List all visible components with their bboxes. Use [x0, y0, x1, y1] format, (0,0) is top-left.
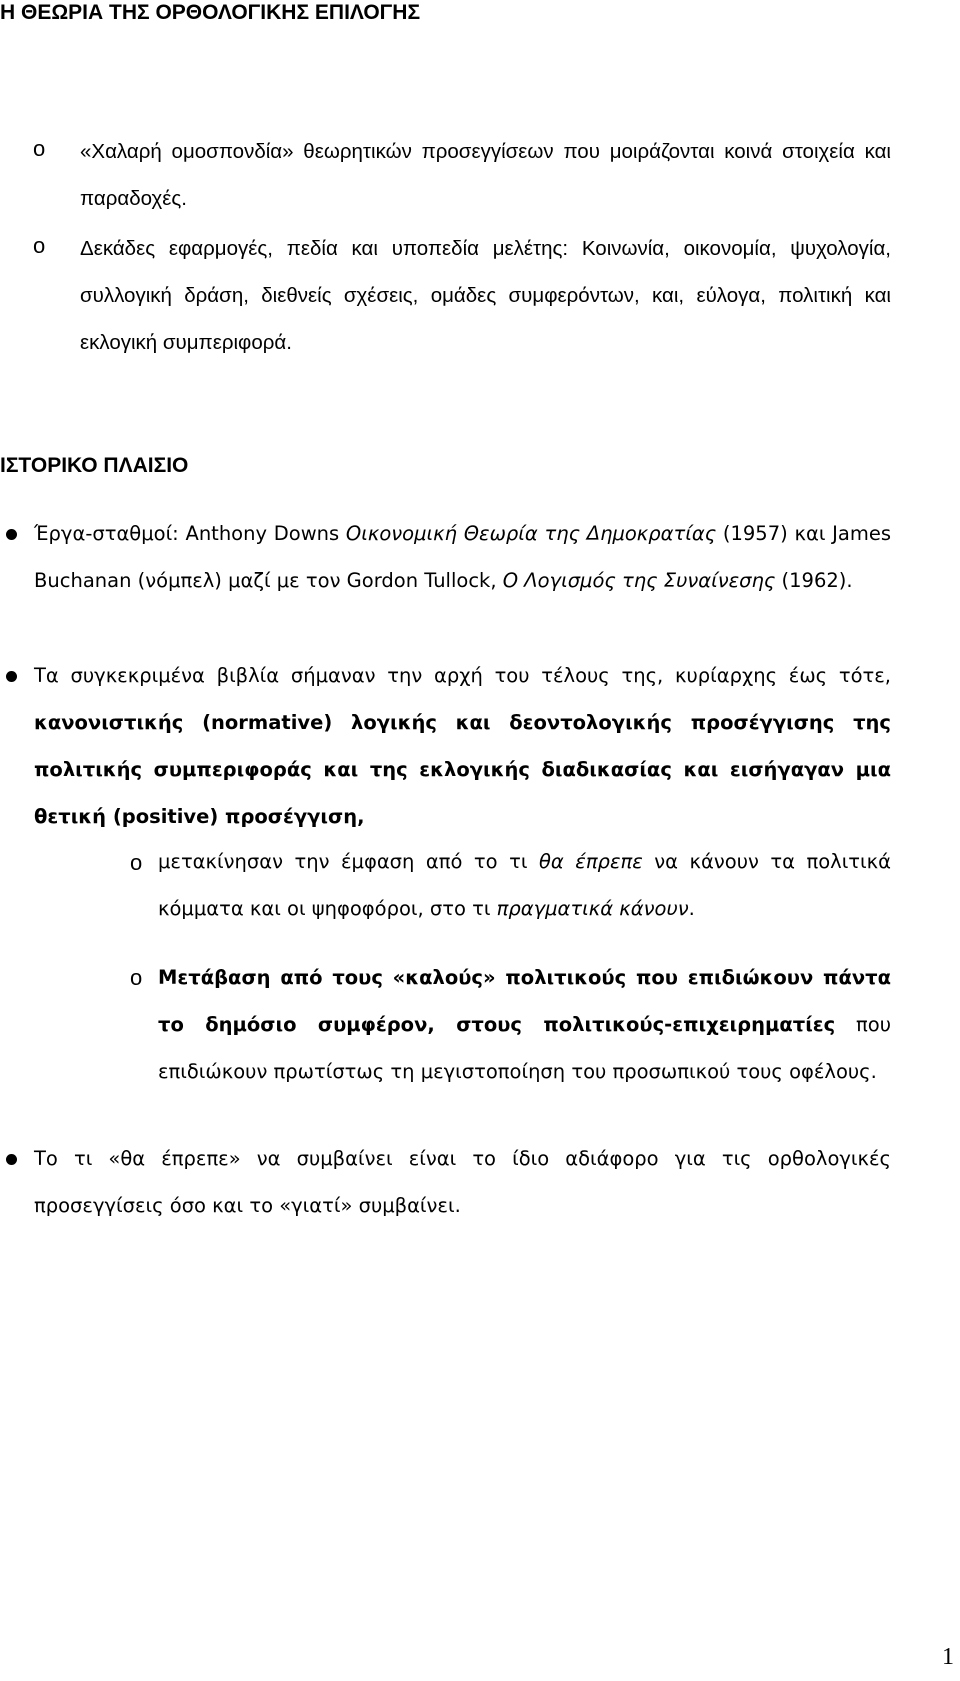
section-heading: ΙΣΤΟΡΙΚΟ ΠΛΑΙΣΙΟ	[0, 454, 189, 477]
page-number: 1	[942, 1644, 954, 1670]
circle-bullet-icon: o	[33, 136, 46, 161]
circle-bullet-icon: o	[130, 850, 143, 875]
text-run: (1957) και James Buchanan (νόμπελ) μαζί με τον Gordon Tullock,	[34, 522, 891, 592]
italic-run: θα έπρεπε	[538, 850, 643, 873]
document-title: Η ΘΕΩΡΙΑ ΤΗΣ ΟΡΘΟΛΟΓΙΚΗΣ ΕΠΙΛΟΓΗΣ	[0, 1, 421, 24]
bullet-dot-icon	[6, 671, 17, 682]
text-run: να κάνουν τα πολιτικά κόμματα και οι ψηφοφόροι, στο τι	[158, 850, 891, 920]
book-title-buchanan-tullock: Ο Λογισμός της Συναίνεσης	[502, 569, 776, 592]
text-run: (1962).	[775, 569, 853, 592]
bullet-dot-icon	[6, 1154, 17, 1165]
circle-bullet-icon: o	[130, 965, 143, 990]
circle-bullet-icon: o	[33, 233, 46, 258]
intro-bullet-1: «Χαλαρή ομοσπονδία» θεωρητικών προσεγγίσεων που μοιράζονται κοινά στοιχεία και παραδοχές.	[80, 140, 891, 210]
bullet-books-significance	[34, 652, 891, 840]
bold-run: Μετάβαση από τους «καλούς» πολιτικούς που επιδιώκουν πάντα το δημόσιο συμφέρον, στους πολιτικούς-επιχειρηματίες	[158, 966, 891, 1036]
book-title-downs: Οικονομική Θεωρία της Δημοκρατίας	[345, 522, 717, 545]
sub-bullet-transition	[158, 954, 891, 1095]
sub-bullet-emphasis-shift	[158, 838, 891, 932]
text-run: Έργα-σταθμοί: Anthony Downs	[34, 522, 346, 545]
italic-run: πραγματικά κάνουν	[496, 897, 689, 920]
text-run: που επιδιώκουν πρωτίστως τη μεγιστοποίηση του προσωπικού τους οφέλους.	[158, 1013, 891, 1083]
text-run: Τα συγκεκριμένα βιβλία σήμαναν την αρχή του τέλους της, κυρίαρχης έως τότε,	[34, 664, 891, 687]
bullet-works-milestones	[34, 510, 891, 604]
bold-run: κανονιστικής (normative) λογικής και δεοντολογικής προσέγγισης της πολιτικής συμπεριφοράς και της εκλογικής διαδικασίας και εισήγαγαν μια θετική (positive) προσέγγιση,	[34, 711, 891, 828]
text-run: .	[688, 897, 695, 920]
intro-bullet-2: Δεκάδες εφαρμογές, πεδία και υποπεδία μελέτης: Κοινωνία, οικονομία, ψυχολογία, συλλογική δράση, διεθνείς σχέσεις, ομάδες συμφερόντων, και, εύλογα, πολιτική και εκλογική συμπεριφορά.	[80, 237, 891, 354]
bullet-dot-icon	[6, 529, 17, 540]
text-run: μετακίνησαν την έμφαση από το τι	[158, 850, 539, 873]
bullet-normative-indifference: Το τι «θα έπρεπε» να συμβαίνει είναι το ίδιο αδιάφορο για τις ορθολογικές προσεγγίσεις όσο και το «γιατί» συμβαίνει.	[34, 1147, 891, 1217]
